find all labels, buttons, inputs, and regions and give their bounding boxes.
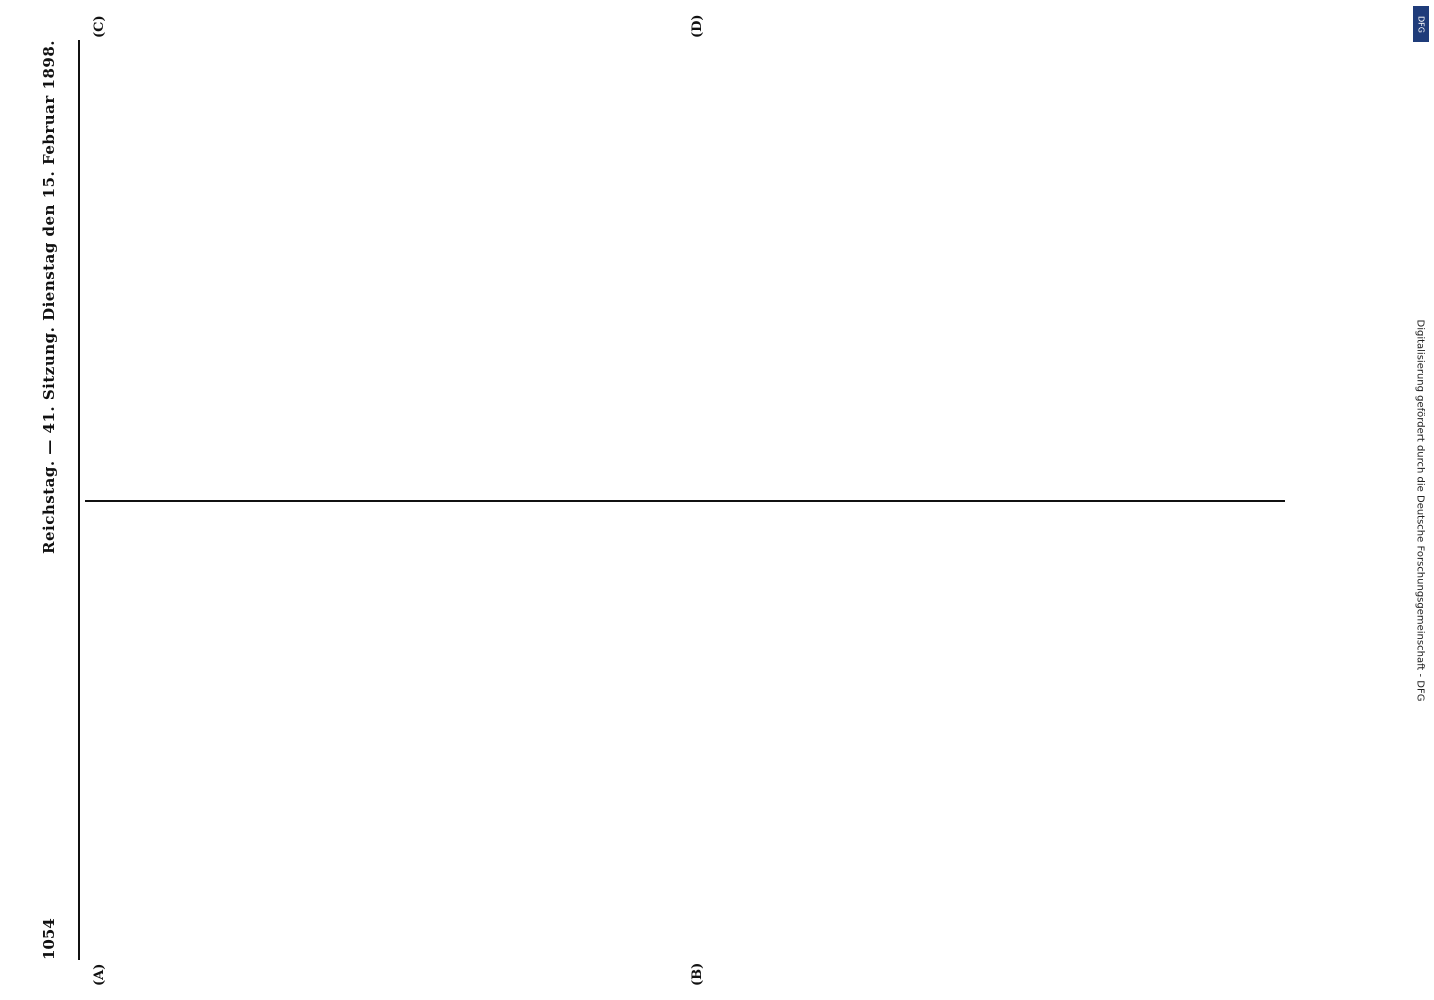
margin-marker-a: (A) <box>92 963 107 986</box>
margin-marker-b: (B) <box>690 962 705 986</box>
page-header <box>40 40 70 960</box>
margin-marker-d: (D) <box>690 14 705 38</box>
header-divider <box>78 40 80 960</box>
page-number: 1054 <box>40 918 58 960</box>
right-column <box>90 48 1280 488</box>
running-title: Reichstag. — 41. Sitzung. Dienstag den 15. Februar 1898. <box>40 40 58 554</box>
dfg-logo: DFG <box>1413 6 1429 42</box>
funding-note <box>1410 30 1430 990</box>
margin-marker-c: (C) <box>92 15 107 38</box>
left-column <box>90 512 1280 952</box>
column-divider <box>85 500 1285 502</box>
funding-note-text: Digitalisierung gefördert durch die Deutsche Forschungsgemeinschaft - DFG <box>1414 318 1426 702</box>
